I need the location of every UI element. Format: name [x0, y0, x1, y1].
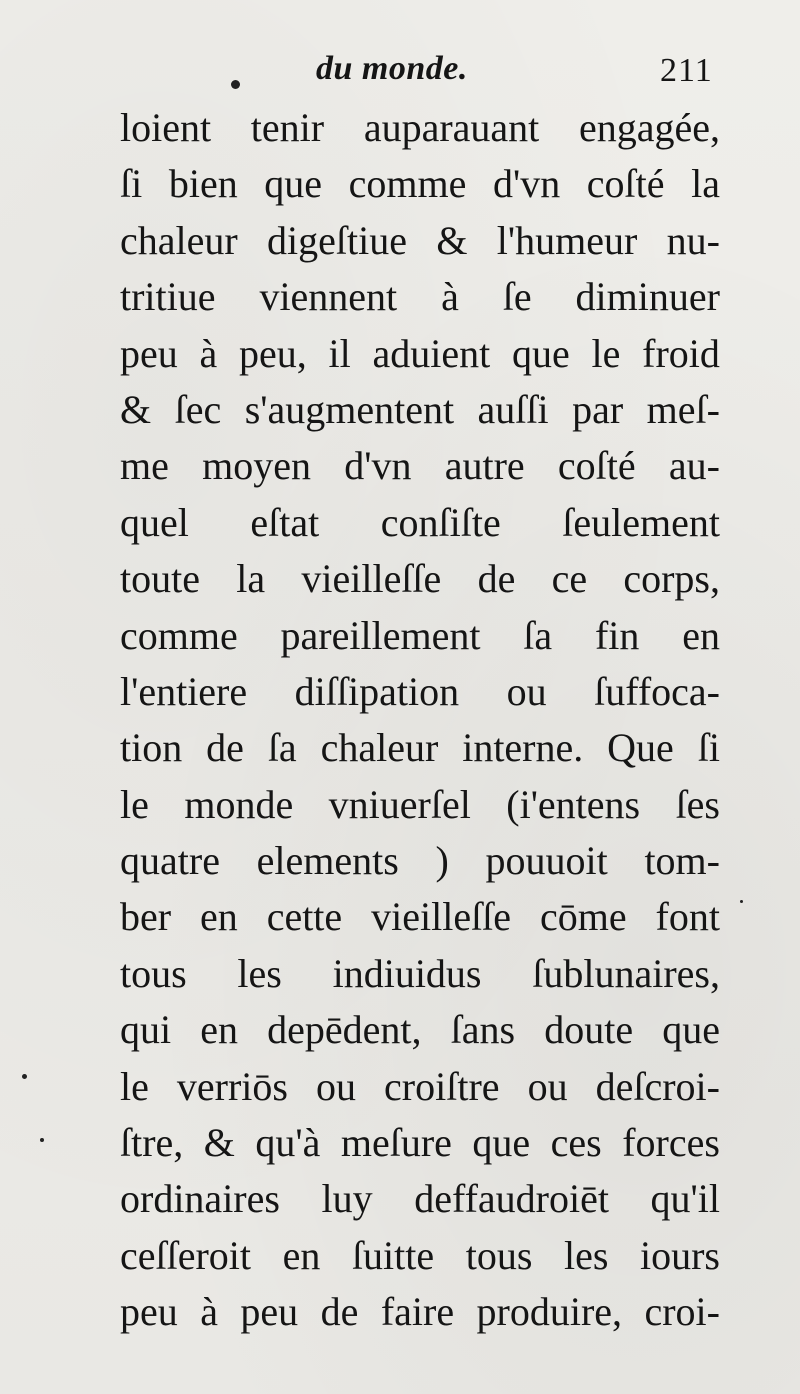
text-line: quel eſtat conſiſte ſeulement	[120, 499, 720, 545]
text-line: ordinaires luy deffaudroiēt qu'il	[120, 1176, 720, 1222]
paper-speck	[40, 1138, 44, 1142]
text-line: tion de ſa chaleur interne. Que ſi	[120, 725, 720, 771]
text-line: ceſſeroit en ſuitte tous les iours	[120, 1232, 720, 1278]
text-line: l'entiere diſſipation ou ſuffoca-	[120, 668, 720, 714]
text-line: ſi bien que comme d'vn coſté la	[120, 161, 720, 207]
text-line: qui en depēdent, ſans doute que	[120, 1007, 720, 1053]
body-text	[120, 100, 720, 1341]
text-line: tritiue viennent à ſe diminuer	[120, 274, 720, 320]
text-line: comme pareillement ſa fin en	[120, 612, 720, 658]
text-line: peu à peu de faire produire, croi-	[120, 1289, 720, 1335]
paper-speck	[22, 1074, 27, 1079]
text-line: chaleur digeſtiue & l'humeur nu-	[120, 217, 720, 263]
paper-speck	[231, 80, 240, 89]
page-number: 211	[660, 52, 713, 89]
text-line: loient tenir auparauant engagée,	[120, 105, 720, 150]
text-line: tous les indiuidus ſublunaires,	[120, 950, 720, 996]
text-line: peu à peu, il aduient que le froid	[120, 330, 720, 376]
text-line: le verriōs ou croiſtre ou deſcroi-	[120, 1063, 720, 1109]
paper-speck	[740, 900, 743, 903]
text-line: ſtre, & qu'à meſure que ces forces	[120, 1120, 720, 1166]
text-line: ber en cette vieilleſſe cōme font	[120, 894, 720, 940]
text-line: le monde vniuerſel (i'entens ſes	[120, 781, 720, 827]
text-line: & ſec s'augmentent auſſi par meſ-	[120, 386, 720, 432]
text-line: toute la vieilleſſe de ce corps,	[120, 556, 720, 602]
text-line: me moyen d'vn autre coſté au-	[120, 443, 720, 489]
running-head-title: du monde.	[316, 50, 468, 87]
text-line: quatre elements ) pouuoit tom-	[120, 838, 720, 884]
running-head	[0, 50, 800, 100]
